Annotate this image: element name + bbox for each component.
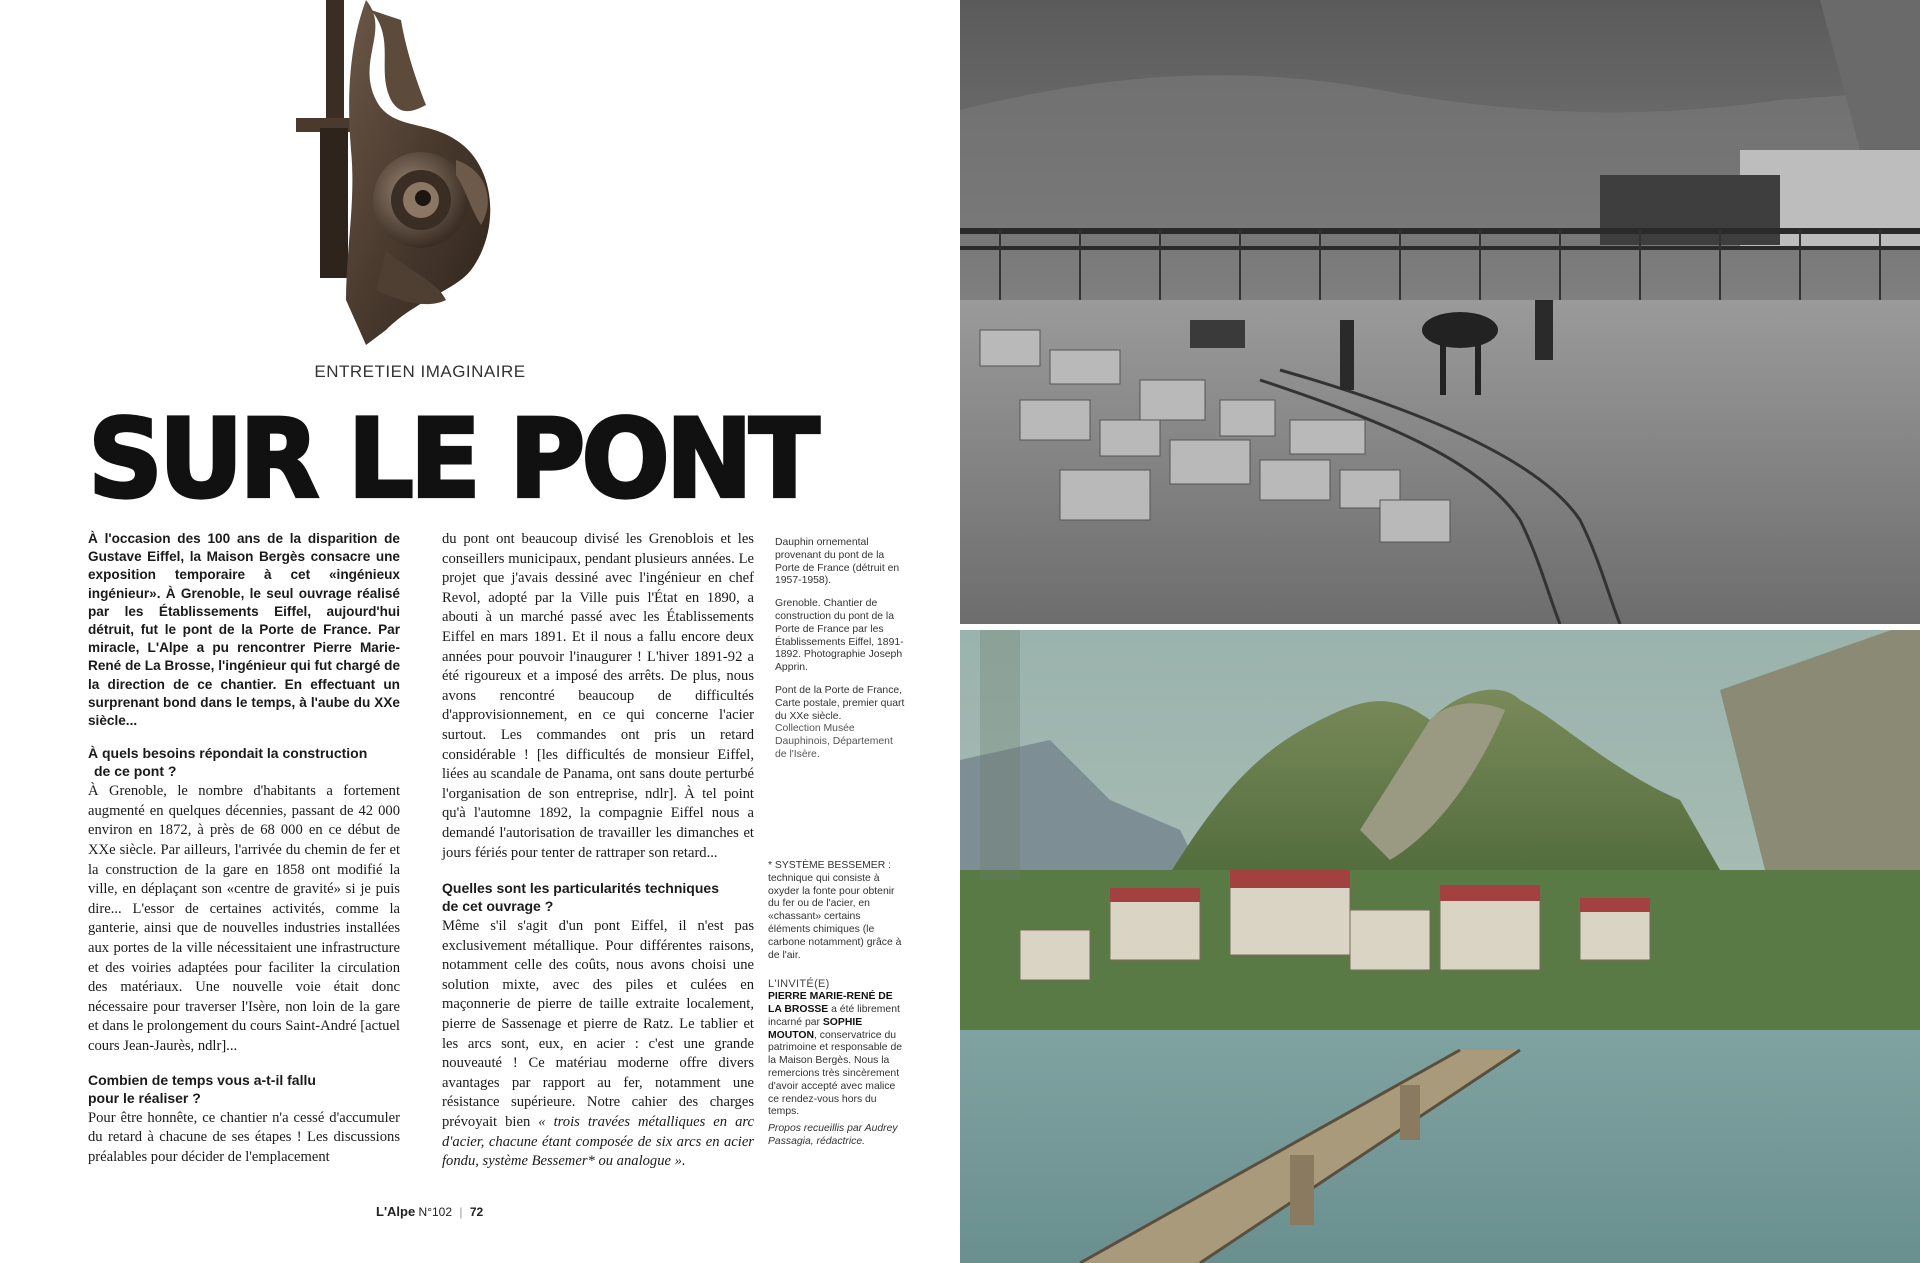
sidebar-notes [768,860,904,1149]
answer-2-continued: du pont ont beaucoup divisé les Grenoblois et les conseillers municipaux, pendant plusieurs années. Le projet que j'avais dessiné avec l'ingénieur en chef Revol, adopté par la Ville puis l'État en 1890, a abouti à un marché passé avec les Établissements Eiffel en mars 1891. Et il nous a fallu encore deux années pour pouvoir l'inaugurer ! L'hiver 1891-92 a été rigoureux et a imposé des arrêts. De plus, nous avons rencontré beaucoup de difficultés d'approvisionnement, en ce qui concerne l'acier surtout. Les commandes ont pris un retard considérable ! [les difficultés de monsieur Eiffel, liées au scandale de Panama, ont sans doute perturbé l'organisation de son entreprise, ndlr]. À tel point qu'à l'automne 1892, la compagnie Eiffel nous a demandé l'autorisation de travailler les dimanches et jours fériés pour tenter de rattraper son retard... [442,531,754,861]
question-1-line-1: À quels besoins répondait la construction [88,745,368,762]
page-number: 72 [469,1205,484,1219]
question-3-line-2: de cet ouvrage ? [442,898,554,915]
magazine-name: L'Alpe [376,1204,416,1219]
bessemer-text: technique qui consiste à oxyder la fonte pour obtenir du fer ou de l'acier, en «chassant» certains éléments chimiques (le carbone notamment) grâce à de l'air. [768,872,902,961]
answer-1: À Grenoble, le nombre d'habitants a fortement augmenté en quelques décennies, passant de 42 000 environ en 1872, à près de 68 000 en ce début de XXe siècle. Par ailleurs, l'arrivée du chemin de fer et la construction de la gare en 1858 ont modifié la ville, en déplaçant son «centre de gravité» si je puis dire... L'essor de certaines activités, comme la ganterie, ainsi que de nouvelles industries installées aux portes de la ville nécessitaient une infrastructure et des voiries adaptées pour faciliter la circulation des matériaux. Une nouvelle voie était donc nécessaire pour traverser l'Isère, non loin de la gare et dans le prolongement du cours Saint-André [actuel cours Jean-Jaurès, ndlr]... [88,783,400,1054]
right-page [960,0,1920,1263]
guest-mid: a été librement incarné par [768,1003,900,1028]
question-1-line-2: de ce pont ? [94,763,177,780]
answer-2: Pour être honnête, ce chantier n'a cessé d'accumuler du retard à chacune de ses étapes ! Les discussions préalables pour décider de l'emplacement [88,1109,400,1165]
article-kicker: ENTRETIEN IMAGINAIRE [314,362,526,381]
construction-photo-image [960,0,1920,624]
photo-captions [775,537,905,772]
caption-postcard-text: Pont de la Porte de France, Carte postale, premier quart du XXe siècle. [775,684,905,722]
article-lead: À l'occasion des 100 ans de la disparition de Gustave Eiffel, la Maison Bergès consacre une exposition temporaire à cet «ingénieux ingénieur». À Grenoble, le seul ouvrage réalisé par les Établissements Eiffel, aujourd'hui détruit, fut le pont de la Porte de France. Par miracle, L'Alpe a pu rencontrer Pierre Marie-René de La Brosse, l'ingénieur qui fut chargé de la direction de ce chantier. En effectuant un surprenant bond dans le temps, à l'aube du XXe siècle... [88,531,400,729]
bessemer-label: * SYSTÈME BESSEMER : [768,860,891,871]
postcard-image [960,630,1920,1263]
text-column-1 [88,530,400,1167]
answer-3-text: Même s'il s'agit d'un pont Eiffel, il n'est pas exclusivement métallique. Pour différentes raisons, notamment celle des coûts, nous avons choisi une solution mixte, avec des piles et culées en maçonnerie de pierre de taille extraite localement, pierre de Sassenage et pierre de Ratz. Le tablier et les arcs sont, eux, en acier : c'est une grande nouveauté ! Ce matériau moderne offre divers avantages par rapport au fer, notamment une résistance supérieure. Notre cahier des charges prévoyait bien [442,918,754,1131]
guest-rest: , conservatrice du patrimoine et responsable de la Maison Bergès. Nous la remercions très sincèrement d'avoir accepté avec malice ce rendez-vous hors du temps. [768,1029,903,1118]
dolphin-ornament-image [296,0,526,345]
answer-3 [442,917,754,1172]
guest-name: PIERRE MARIE-RENÉ DE LA BROSSE [768,991,893,1015]
interview-credit: Propos recueillis par Audrey Passagia, rédactrice. [768,1123,898,1147]
postcard-photo [960,630,1920,1263]
answer-3-quote: « trois travées métalliques en arc d'acier, chacune étant composée de six arcs en acier fondu, système Bessemer* ou analogue ». [442,1114,755,1170]
caption-dolphin: Dauphin ornemental provenant du pont de la Porte de France (détruit en 1957-1958). [775,537,900,587]
question-2-line-1: Combien de temps vous a-t-il fallu [88,1071,316,1088]
caption-construction: Grenoble. Chantier de construction du pont de la Porte de France par les Établissements Eiffel, 1891-1892. Photographie Joseph Apprin. [775,598,904,674]
footer-separator: | [459,1205,463,1219]
page-footer [376,1204,483,1219]
question-1 [88,744,400,780]
question-3-line-1: Quelles sont les particularités techniques [442,880,719,897]
guest-actor: SOPHIE MOUTON [768,1016,863,1041]
guest-note [768,991,904,1119]
question-3 [442,879,754,915]
caption-credit: Collection Musée Dauphinois, Département de l'Isère. [775,723,893,760]
question-2-line-2: pour le réaliser ? [88,1089,201,1106]
question-2 [88,1071,400,1107]
guest-label: L'INVITÉ(E) [768,978,830,991]
bessemer-note [768,860,904,962]
caption-postcard [775,685,905,762]
article-title: SUR LE PONT [88,394,816,523]
text-column-2 [442,530,754,1172]
construction-photo [960,0,1920,624]
issue-number: N°102 [418,1205,453,1219]
